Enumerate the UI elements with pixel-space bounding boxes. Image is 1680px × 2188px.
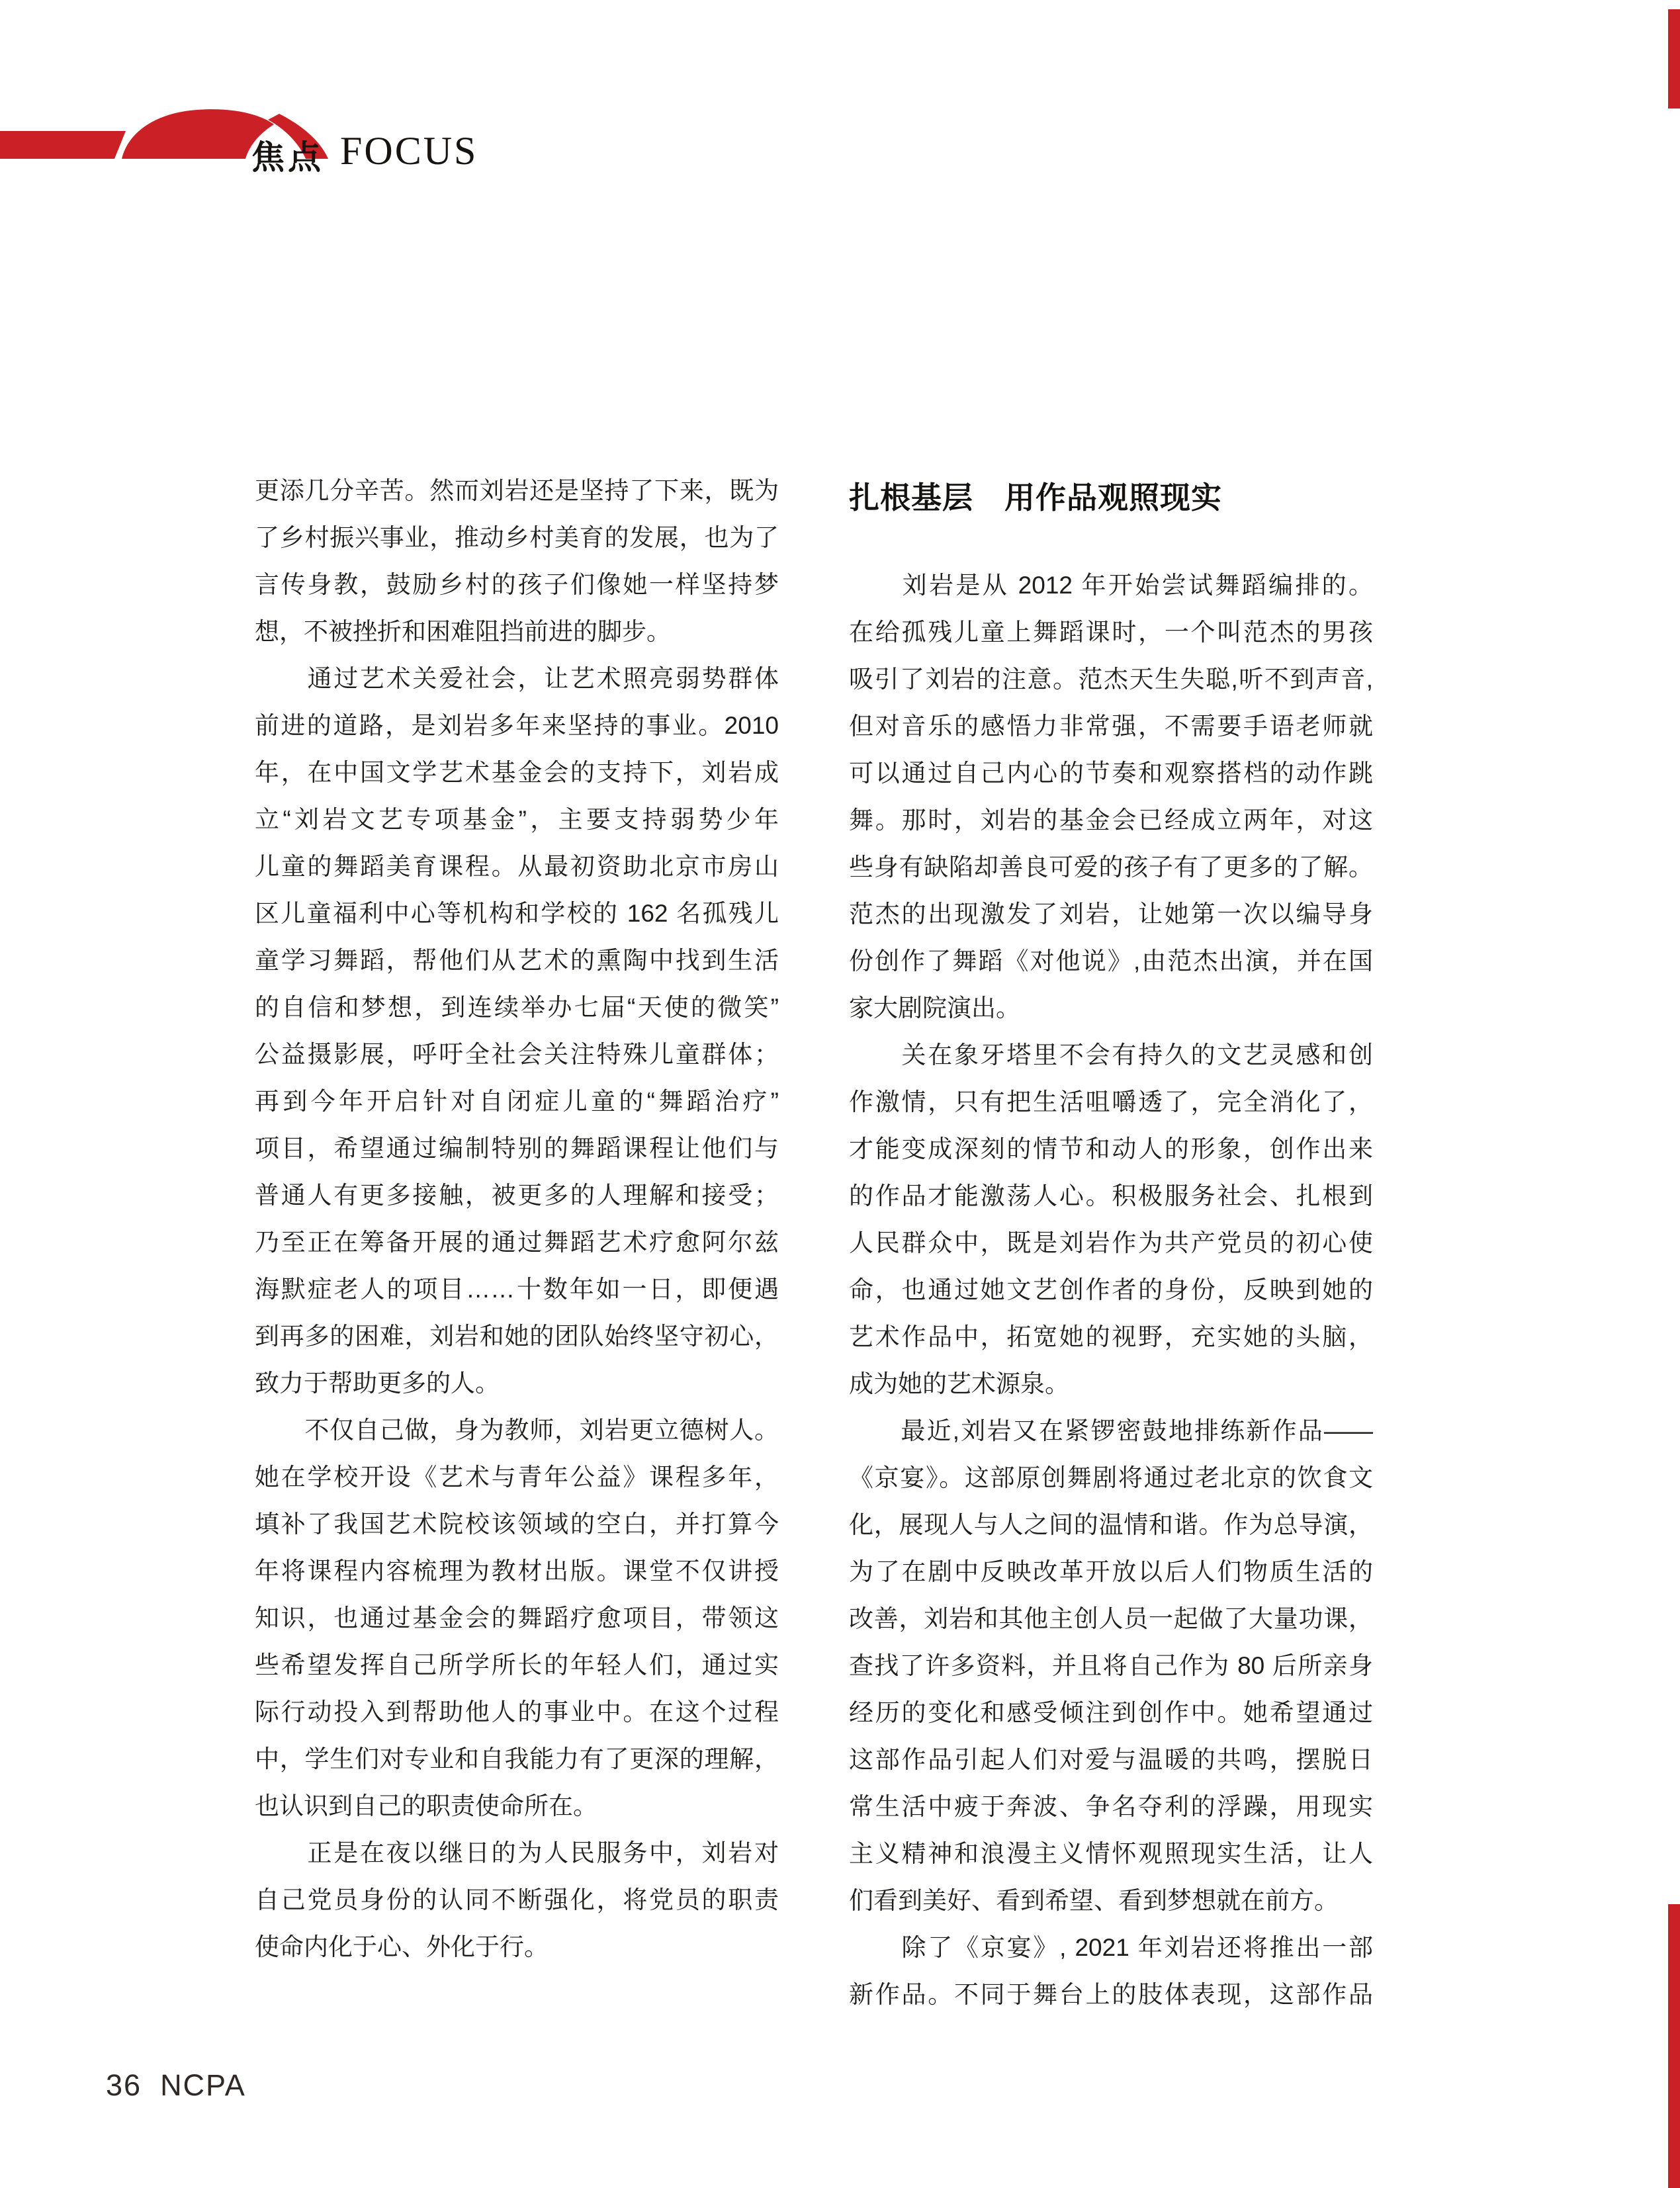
text-line: 范杰的出现激发了刘岩，让她第一次以编导身 bbox=[849, 900, 1373, 928]
section-tab-bottom bbox=[1668, 1904, 1680, 2188]
text-line: 想，不被挫折和困难阻挡前进的脚步。 bbox=[255, 618, 671, 645]
text-line: 些希望发挥自己所学所长的年轻人们，通过实 bbox=[255, 1651, 779, 1679]
text-line: 成为她的艺术源泉。 bbox=[849, 1370, 1069, 1397]
focus-section-logo bbox=[0, 106, 503, 176]
page-footer bbox=[106, 2068, 246, 2103]
text-line: 致力于帮助更多的人。 bbox=[255, 1370, 500, 1397]
text-line: 正是在夜以继日的为人民服务中，刘岩对 bbox=[255, 1839, 779, 1866]
text-line: 乃至正在筹备开展的通过舞蹈艺术疗愈阿尔兹 bbox=[255, 1229, 779, 1256]
text-line: 命，也通过她文艺创作者的身份，反映到她的 bbox=[849, 1276, 1373, 1303]
text-line: 些身有缺陷却善良可爱的孩子有了更多的了解。 bbox=[849, 853, 1373, 881]
text-line: 通过艺术关爱社会，让艺术照亮弱势群体 bbox=[255, 665, 779, 692]
text-line: 到再多的困难，刘岩和她的团队始终坚守初心， bbox=[255, 1323, 779, 1350]
article-column-right bbox=[849, 562, 1373, 2018]
text-line: 立“刘岩文艺专项基金”，主要支持弱势少年 bbox=[255, 806, 779, 833]
text-line: 前进的道路，是刘岩多年来坚持的事业。2010 bbox=[255, 712, 779, 739]
text-line: 使命内化于心、外化于行。 bbox=[255, 1933, 549, 1960]
text-line: 最近,刘岩又在紧锣密鼓地排练新作品—— bbox=[849, 1417, 1373, 1444]
text-line: 可以通过自己内心的节奏和观察搭档的动作跳 bbox=[849, 760, 1373, 787]
logo-chinese-label: 焦点 bbox=[251, 139, 324, 176]
text-line: 经历的变化和感受倾注到创作中。她希望通过 bbox=[849, 1699, 1373, 1726]
text-line: 再到今年开启针对自闭症儿童的“舞蹈治疗” bbox=[255, 1088, 779, 1115]
text-line: 常生活中疲于奔波、争名夺利的浮躁，用现实 bbox=[849, 1793, 1373, 1820]
text-line: 公益摄影展，呼吁全社会关注特殊儿童群体； bbox=[255, 1041, 779, 1068]
text-line: 知识，也通过基金会的舞蹈疗愈项目，带领这 bbox=[255, 1604, 779, 1632]
text-line: 的自信和梦想，到连续举办七届“天使的微笑” bbox=[255, 994, 779, 1021]
text-line: 际行动投入到帮助他人的事业中。在这个过程 bbox=[255, 1698, 779, 1726]
text-line: 在给孤残儿童上舞蹈课时，一个叫范杰的男孩 bbox=[849, 619, 1373, 646]
text-line: 不仅自己做，身为教师，刘岩更立德树人。 bbox=[255, 1417, 779, 1444]
text-line: 她在学校开设《艺术与青年公益》课程多年， bbox=[255, 1464, 779, 1491]
text-line: 家大剧院演出。 bbox=[849, 994, 1020, 1022]
text-line: 化，展现人与人之间的温情和谐。作为总导演， bbox=[849, 1511, 1373, 1538]
text-line: 吸引了刘岩的注意。范杰天生失聪,听不到声音, bbox=[849, 666, 1373, 693]
text-line: 这部作品引起人们对爱与温暖的共鸣，摆脱日 bbox=[849, 1746, 1373, 1773]
text-line: 份创作了舞蹈《对他说》,由范杰出演，并在国 bbox=[849, 947, 1373, 975]
text-line: 中，学生们对专业和自我能力有了更深的理解， bbox=[255, 1745, 779, 1772]
page-number: 36 bbox=[106, 2068, 142, 2102]
text-line: 填补了我国艺术院校该领域的空白，并打算今 bbox=[255, 1510, 779, 1538]
text-line: 舞。那时，刘岩的基金会已经成立两年，对这 bbox=[849, 807, 1373, 834]
text-line: 才能变成深刻的情节和动人的形象，创作出来 bbox=[849, 1135, 1373, 1162]
text-line: 普通人有更多接触，被更多的人理解和接受； bbox=[255, 1182, 779, 1209]
text-line: 但对音乐的感悟力非常强，不需要手语老师就 bbox=[849, 713, 1373, 740]
text-line: 项目，希望通过编制特别的舞蹈课程让他们与 bbox=[255, 1135, 779, 1162]
text-line: 区儿童福利中心等机构和学校的 162 名孤残儿 bbox=[255, 900, 779, 927]
section-tab-top bbox=[1668, 9, 1680, 109]
text-line: 《京宴》。这部原创舞剧将通过老北京的饮食文 bbox=[849, 1464, 1373, 1491]
text-line: 儿童的舞蹈美育课程。从最初资助北京市房山 bbox=[255, 853, 779, 880]
text-line: 主义精神和浪漫主义情怀观照现实生活，让人 bbox=[849, 1840, 1373, 1867]
magazine-name: NCPA bbox=[160, 2068, 246, 2102]
text-line: 言传身教，鼓励乡村的孩子们像她一样坚持梦 bbox=[255, 571, 779, 598]
text-line: 年，在中国文学艺术基金会的支持下，刘岩成 bbox=[255, 759, 779, 786]
text-line: 也认识到自己的职责使命所在。 bbox=[255, 1792, 597, 1819]
text-line: 人民群众中，既是刘岩作为共产党员的初心使 bbox=[849, 1229, 1373, 1256]
text-line: 改善，刘岩和其他主创人员一起做了大量功课， bbox=[849, 1605, 1373, 1632]
text-line: 关在象牙塔里不会有持久的文艺灵感和创 bbox=[849, 1041, 1373, 1069]
text-line: 作激情，只有把生活咀嚼透了，完全消化了， bbox=[849, 1088, 1373, 1116]
text-line: 为了在剧中反映改革开放以后人们物质生活的 bbox=[849, 1558, 1373, 1585]
text-line: 们看到美好、看到希望、看到梦想就在前方。 bbox=[849, 1887, 1339, 1914]
text-line: 艺术作品中，拓宽她的视野，充实她的头脑， bbox=[849, 1323, 1373, 1350]
text-line: 海默症老人的项目……十数年如一日，即便遇 bbox=[255, 1276, 779, 1303]
text-line: 年将课程内容梳理为教材出版。课堂不仅讲授 bbox=[255, 1557, 779, 1585]
text-line: 童学习舞蹈，帮他们从艺术的熏陶中找到生活 bbox=[255, 947, 779, 974]
text-line: 更添几分辛苦。然而刘岩还是坚持了下来，既为 bbox=[255, 477, 779, 504]
section-heading: 扎根基层 用作品观照现实 bbox=[849, 480, 1222, 515]
text-line: 了乡村振兴事业，推动乡村美育的发展，也为了 bbox=[255, 524, 779, 551]
text-line: 除了《京宴》, 2021 年刘岩还将推出一部 bbox=[849, 1934, 1373, 1961]
text-line: 刘岩是从 2012 年开始尝试舞蹈编排的。 bbox=[849, 572, 1373, 599]
text-line: 的作品才能激荡人心。积极服务社会、扎根到 bbox=[849, 1182, 1373, 1209]
text-line: 查找了许多资料，并且将自己作为 80 后所亲身 bbox=[849, 1652, 1373, 1679]
logo-english-label: FOCUS bbox=[340, 129, 478, 173]
article-column-left bbox=[255, 467, 779, 1970]
text-line: 自己党员身份的认同不断强化，将党员的职责 bbox=[255, 1886, 779, 1913]
text-line: 新作品。不同于舞台上的肢体表现，这部作品 bbox=[849, 1981, 1373, 2008]
